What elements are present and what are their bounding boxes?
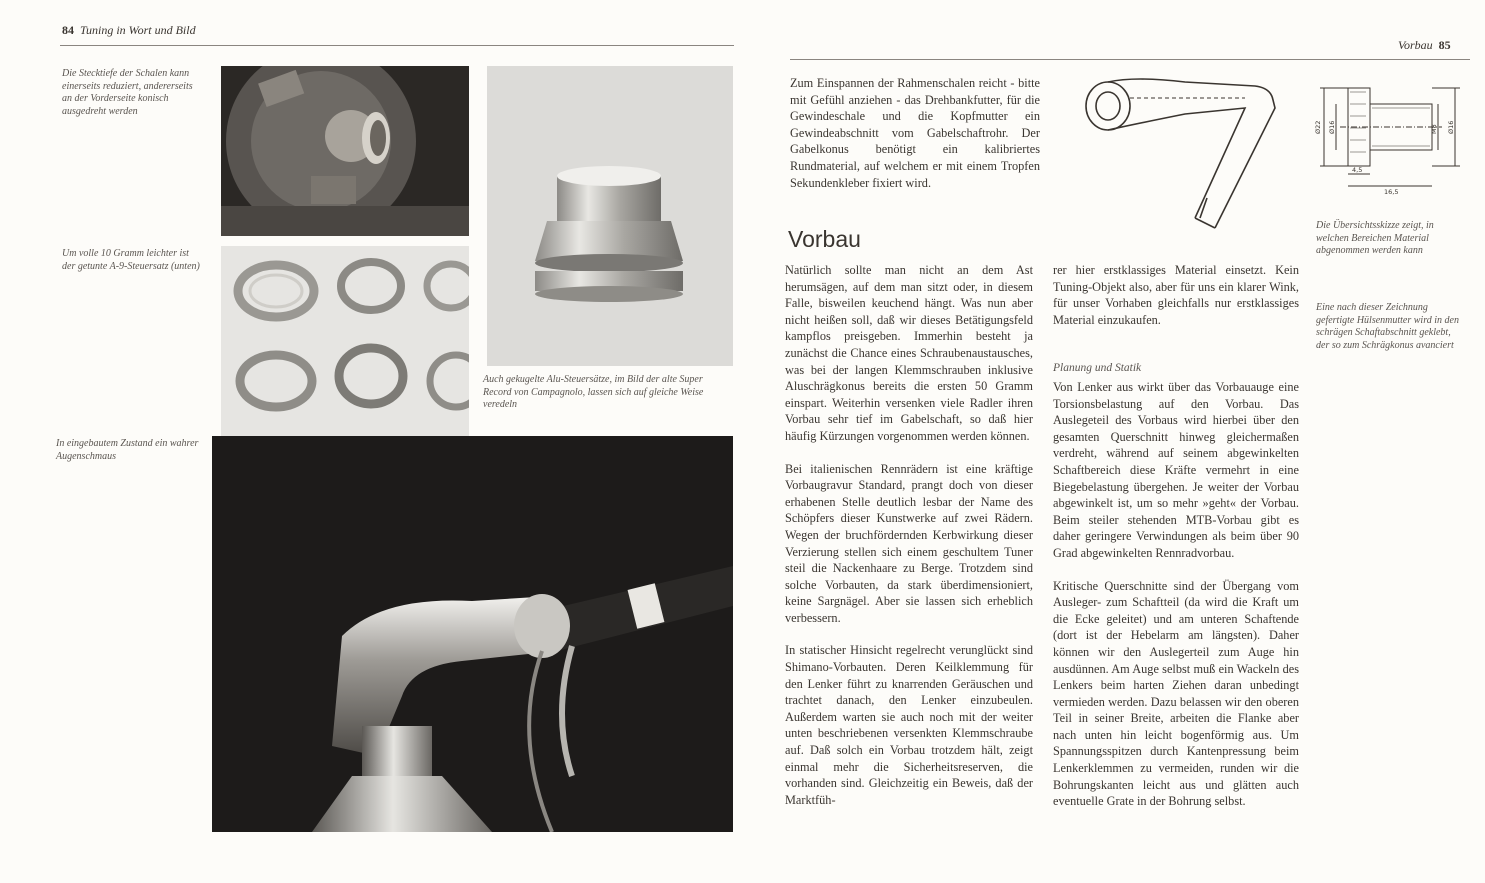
right-header-rule (790, 59, 1470, 60)
paragraph: In statischer Hinsicht regelrecht verunglückt sind Shimano-Vorbauten. Deren Keilklemmung für den Lenker führt zu knarrenden Geräuschen und trachtet danach, den Lenker einzubeulen. Außerdem warten sie auch noch mit der weiter unten beschriebenen versenkten Klemmschraube auf. Daß solch ein Vorbau trotzdem hält, zeigt einmal mehr die Sicherheitsreserven, die vorhanden sind. Gleichzeitig ein Beweis, daß der Marktfüh- (785, 643, 1033, 807)
photo-headset-rings (221, 246, 469, 436)
photo-lathe-chuck (221, 66, 469, 236)
left-header-rule (60, 45, 734, 46)
dim-d1: Ø22 (1314, 120, 1322, 134)
dim-len2: 16,5 (1384, 188, 1399, 195)
column-1 (785, 262, 1033, 824)
caption-shell-depth: Die Stecktiefe der Schalen kann einerseits reduziert, andererseits an der Vorderseite konisch ausgedreht werden (62, 68, 193, 117)
dim-len1: 4,5 (1352, 166, 1363, 174)
subheading: Planung und Statik (1053, 362, 1142, 374)
photo-installed-stem (212, 436, 733, 832)
column-2-top: rer hier erstklassiges Material einsetzt. Kein Tuning-Objekt also, aber für uns ein klarer Wink, für unser Vorhaben gleichfalls nur erstklassiges Material einzukaufen. (1053, 263, 1299, 327)
dim-d2: Ø16 (1328, 120, 1336, 134)
dim-d4: Ø16 (1447, 120, 1455, 134)
stem-sketch (1075, 68, 1295, 243)
caption-sleeve-nut: Eine nach dieser Zeichnung gefertigte Hülsenmutter wird in den schrägen Schaftabschnitt geklebt, der so zum Schrägkonus avanciert (1316, 302, 1459, 351)
sleeve-nut-drawing (1310, 70, 1470, 195)
dim-d3: M8 (1430, 124, 1438, 134)
right-page-number: 85 (1438, 38, 1451, 52)
column-2 (1053, 379, 1299, 826)
caption-installed: In eingebautem Zustand ein wahrer Augenschmaus (56, 438, 199, 462)
paragraph: Von Lenker aus wirkt über das Vorbauauge eine Torsionsbelastung auf den Vorbau. Das Auslegeteil des Vorbaus wird hierbei über den gesamten Querschnitt hinweg gleichermaßen verdreht, während auf seinem abgewinkelten Schaftbereich diese Kräfte vermehrt in eine Biegebelastung übergehen. Je weiter der Vorbau abgewinkelt ist, um so mehr »geht« der Vorbau. Beim steiler stehenden MTB-Vorbau gibt es daher geringere Verwindungen als beim über 90 Grad abgewinkelten Rennradvorbau. (1053, 380, 1299, 560)
caption-sketch: Die Übersichtsskizze zeigt, in welchen Bereichen Material abgenommen werden kann (1316, 220, 1434, 256)
right-running-head (1398, 38, 1451, 53)
paragraph: Kritische Querschnitte sind der Übergang vom Ausleger- zum Schaftteil (da wird die Kraft um die Ecke geleitet) und am unteren Schaftende (dort ist der Hebelarm am längsten). Daher können wir den Auslegerteil zum Auge hin ausdünnen. Am Auge selbst muß ein Wackeln des Lenkers beim harten Ziehen daran unbedingt vermieden werden. Dazu belassen wir den oberen Teil in seiner Breite, arbeiten die Flanke aber nach unten hin leicht bogenförmig aus. Um Spannungsspitzen durch Kantenpressung beim Lenkerklemmen zu vermeiden, runden wir die Bohrungskanten leicht aus und glätten auch eventuelle Grate in der Bohrung selbst. (1053, 578, 1299, 809)
section-heading: Vorbau (788, 226, 861, 252)
left-running-head (62, 23, 196, 38)
right-running-title: Vorbau (1398, 38, 1433, 52)
intro-paragraph: Zum Einspannen der Rahmenschalen reicht - bitte mit Gefühl anziehen - das Drehbankfutter, für die Gewindeschale und die Kopfmutter ein Gewindeabschnitt vom Gabelschaftrohr. Der Gabelkonus benötigt ein kalibriertes Rundmaterial, auf welchem er mit einem Tropfen Sekundenkleber fixiert wird. (790, 76, 1040, 190)
left-page-number: 84 (62, 23, 74, 37)
paragraph: Bei italienischen Rennrädern ist eine kräftige Vorbaugravur Standard, prangt doch von dieser erhabenen Stelle deutlich lesbar der Name des Schöpfers dieser Kunstwerke auf zwei Rädern. Wegen der bruchfördernden Kerbwirkung dieser Verzierung stellen sich einem geschultem Tuner steil die Nackenhaare zu Berge. Trotzdem sind solche Vorbauten, da stark überdimensioniert, keine Sargnägel. Aber sie lassen sich erheblich verbessern. (785, 461, 1033, 625)
paragraph: Natürlich sollte man nicht an dem Ast herumsägen, auf dem man sitzt oder, in diesem Falle, bisweilen keuchend hängt. Was nun aber nicht heißen soll, daß wir dieses Betätigungsfeld kampflos preisgeben. Immerhin besteht ja zunächst die Chance eines Schraubenaustausches, was bei der langen Klemmschrauben inklusive Aluschrägkonus bereits die ersten 50 Gramm einspart. Weiterhin versenken viele Radler ihren Vorbau sehr tief im Gabelschaft, so daß hier häufig Kürzungen vorgenommen werden können. (785, 263, 1033, 443)
left-running-title: Tuning in Wort und Bild (80, 23, 196, 37)
photo-campagnolo-headset (487, 66, 733, 366)
caption-lighter-headset: Um volle 10 Gramm leichter ist der getunte A-9-Steuersatz (unten) (62, 248, 200, 272)
caption-campagnolo: Auch gekugelte Alu-Steuersätze, im Bild der alte Super Record von Campagnolo, lassen sich auf gleiche Weise veredeln (483, 374, 704, 410)
